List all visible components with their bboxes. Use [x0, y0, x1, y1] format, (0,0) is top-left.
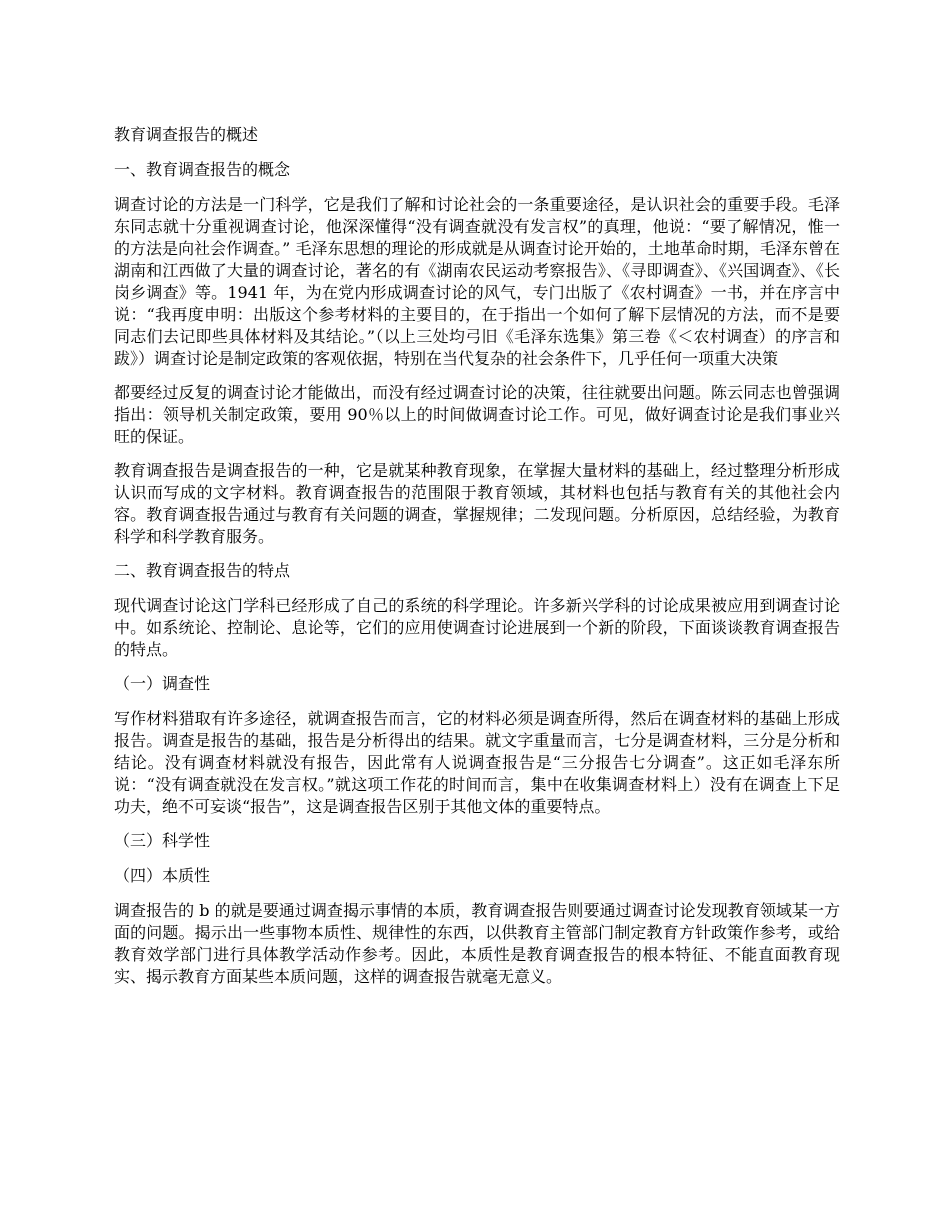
paragraph: 调查讨论的方法是一门科学，它是我们了解和讨论社会的一条重要途径，是认识社会的重要手段。毛泽东同志就十分重视调查讨论，他深深懂得“没有调查就没有发言权”的真理，他说：“要了解情况，惟一的方法是向社会作调查。” 毛泽东思想的理论的形成就是从调查讨论开始的，土地革命时期，毛泽东曾在湖南和江西做了大量的调查讨论，著名的有《湖南农民运动考察报告》、《寻即调查》、《兴国调查》、《长岗乡调查》等。1941 年，为在党内形成调查讨论的风气，专门出版了《农村调查》一书，并在序言中说：“我再度申明：出版这个参考材料的主要目的，在于指出一个如何了解下层情况的方法，而不是要同志们去记即些具体材料及其结论。”（以上三处均弓旧《毛泽东选集》第三卷《＜农村调查）的序言和跋》）调查讨论是制定政策的客观依据，特别在当代复杂的社会条件下，几乎任何一项重大决策: [114, 195, 840, 368]
subsection-heading-scientific: （三）科学性: [114, 831, 211, 850]
paragraph: 调查报告的 b 的就是要通过调查揭示事情的本质，教育调查报告则要通过调查讨论发现教育领域某一方面的问题。揭示出一些事物本质性、规律性的东西，以供教育主管部门制定教育方针政策作参考，或给教育效学部门进行具体教学活动作参考。因此，本质性是教育调查报告的根本特征、不能直面教育现实、揭示教育方面某些本质问题，这样的调查报告就毫无意义。: [114, 901, 840, 986]
paragraph: 现代调查讨论这门学科已经形成了自己的系统的科学理论。许多新兴学科的讨论成果被应用到调查讨论中。如系统论、控制论、息论等，它们的应用使调查讨论进展到一个新的阶段，下面谈谈教育调查报告的特点。: [114, 596, 840, 659]
paragraph: 教育调查报告是调查报告的一种，它是就某种教育现象，在掌握大量材料的基础上，经过整理分析形成认识而写成的文字材料。教育调查报告的范围限于教育领域，其材料也包括与教育有关的其他社会内容。教育调查报告通过与教育有关问题的调查，掌握规律；二发现问题。分析原因，总结经验，为教育科学和科学教育服务。: [114, 461, 840, 546]
subsection-heading-essential: （四）本质性: [114, 866, 211, 885]
paragraph: 写作材料猎取有许多途径，就调查报告而言，它的材料必须是调查所得，然后在调查材料的基础上形成报告。调查是报告的基础，报告是分析得出的结果。就文字重量而言，七分是调查材料，三分是分析和结论。没有调查材料就没有报告，因此常有人说调查报告是“三分报告七分调查”。这正如毛泽东所说：“没有调查就没在发言权。”就这项工作花的时间而言，集中在收集调查材料上）没有在调查上下足功夫，绝不可妄谈“报告”，这是调查报告区别于其他文体的重要特点。: [114, 709, 840, 816]
subsection-heading-investigative: （一）调查性: [114, 674, 211, 693]
paragraph: 都要经过反复的调查讨论才能做出，而没有经过调查讨论的决策，往往就要出问题。陈云同志也曾强调指出：领导机关制定政策，要用 90％以上的时间做调查讨论工作。可见，做好调查讨论是我们事业兴旺的保证。: [114, 383, 840, 446]
document-title: 教育调查报告的概述: [114, 125, 259, 144]
section-heading-concept: 一、教育调查报告的概念: [114, 160, 291, 179]
section-heading-features: 二、教育调查报告的特点: [114, 561, 291, 580]
document-page: [114, 124, 840, 1000]
